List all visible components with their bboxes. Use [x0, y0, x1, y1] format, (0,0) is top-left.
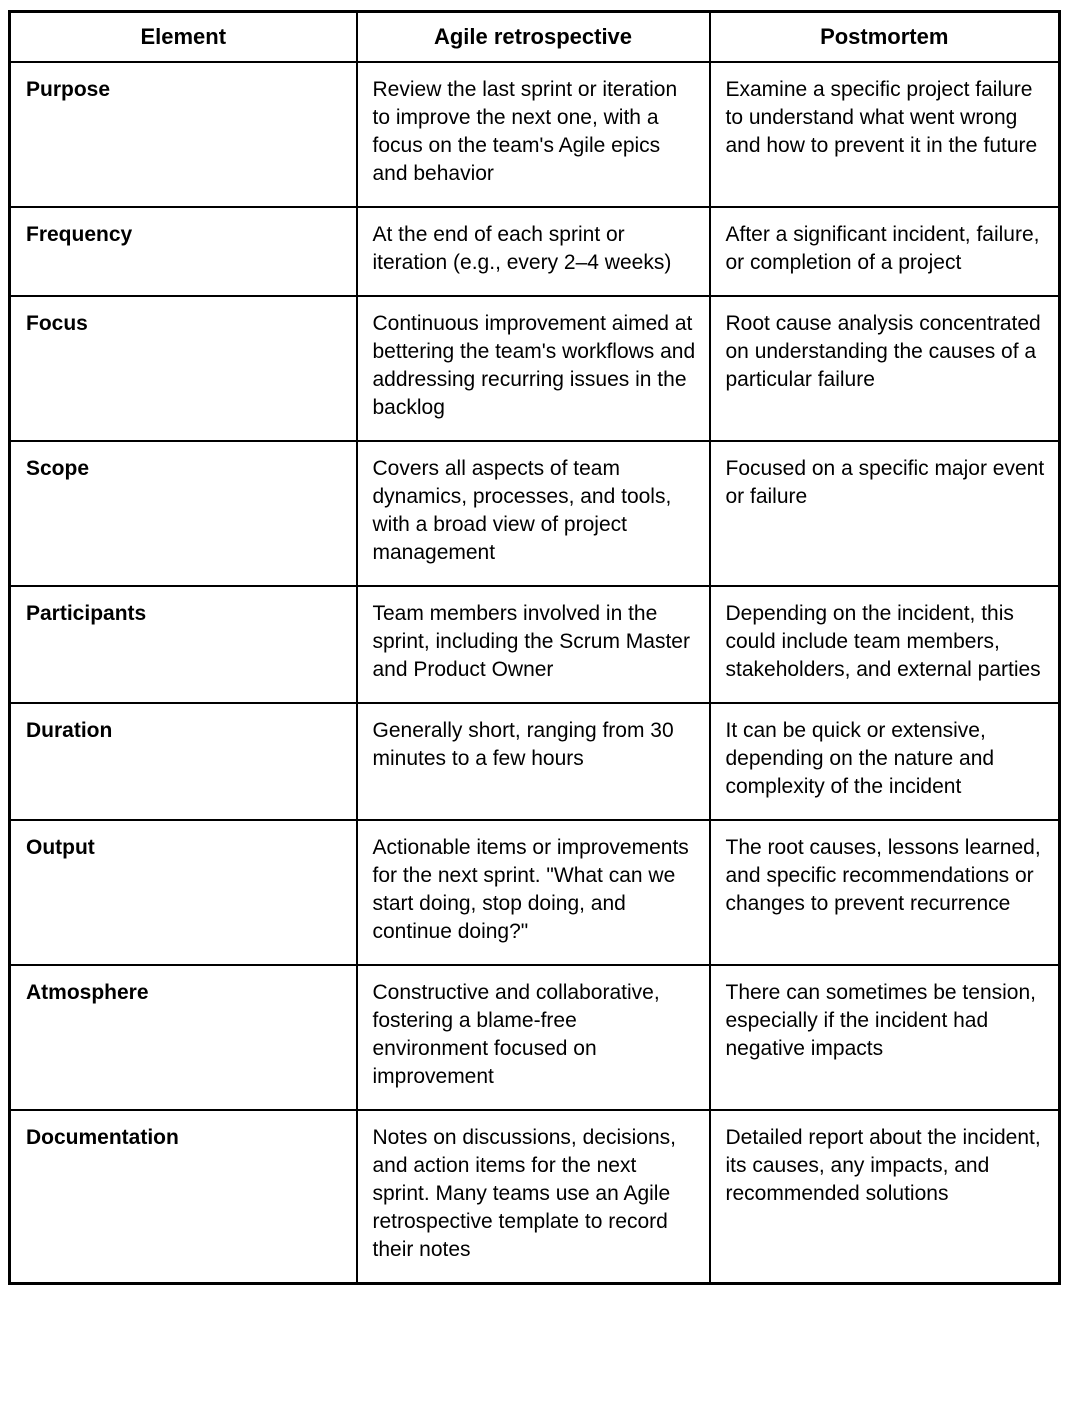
postmortem-cell-documentation: Detailed report about the incident, its causes, any impacts, and recommended solutions — [710, 1110, 1060, 1284]
agile-cell-focus: Continuous improvement aimed at bettering the team's workflows and addressing recurring issues in the backlog — [357, 296, 710, 441]
postmortem-cell-focus: Root cause analysis concentrated on understanding the causes of a particular failure — [710, 296, 1060, 441]
table-row — [10, 703, 1060, 820]
postmortem-cell-scope: Focused on a specific major event or failure — [710, 441, 1060, 586]
row-label-output: Output — [10, 820, 357, 965]
row-label-purpose: Purpose — [10, 62, 357, 207]
column-header-element: Element — [10, 12, 357, 63]
postmortem-cell-duration: It can be quick or extensive, depending on the nature and complexity of the incident — [710, 703, 1060, 820]
row-label-frequency: Frequency — [10, 207, 357, 296]
row-label-participants: Participants — [10, 586, 357, 703]
table-row — [10, 296, 1060, 441]
table-row — [10, 207, 1060, 296]
agile-cell-documentation: Notes on discussions, decisions, and action items for the next sprint. Many teams use an Agile retrospective template to record their notes — [357, 1110, 710, 1284]
postmortem-cell-output: The root causes, lessons learned, and specific recommendations or changes to prevent recurrence — [710, 820, 1060, 965]
agile-cell-atmosphere: Constructive and collaborative, fostering a blame-free environment focused on improvement — [357, 965, 710, 1110]
column-header-agile-retrospective: Agile retrospective — [357, 12, 710, 63]
table-row — [10, 62, 1060, 207]
row-label-scope: Scope — [10, 441, 357, 586]
agile-cell-duration: Generally short, ranging from 30 minutes to a few hours — [357, 703, 710, 820]
table-row — [10, 586, 1060, 703]
table-row — [10, 1110, 1060, 1284]
postmortem-cell-atmosphere: There can sometimes be tension, especially if the incident had negative impacts — [710, 965, 1060, 1110]
row-label-atmosphere: Atmosphere — [10, 965, 357, 1110]
table-header — [10, 12, 1060, 63]
postmortem-cell-purpose: Examine a specific project failure to understand what went wrong and how to prevent it in the future — [710, 62, 1060, 207]
agile-cell-frequency: At the end of each sprint or iteration (e.g., every 2–4 weeks) — [357, 207, 710, 296]
header-row — [10, 12, 1060, 63]
row-label-documentation: Documentation — [10, 1110, 357, 1284]
comparison-table — [8, 10, 1061, 1285]
table-row — [10, 965, 1060, 1110]
agile-cell-participants: Team members involved in the sprint, including the Scrum Master and Product Owner — [357, 586, 710, 703]
row-label-duration: Duration — [10, 703, 357, 820]
postmortem-cell-frequency: After a significant incident, failure, or completion of a project — [710, 207, 1060, 296]
column-header-postmortem: Postmortem — [710, 12, 1060, 63]
row-label-focus: Focus — [10, 296, 357, 441]
table-row — [10, 820, 1060, 965]
agile-cell-purpose: Review the last sprint or iteration to improve the next one, with a focus on the team's Agile epics and behavior — [357, 62, 710, 207]
agile-cell-output: Actionable items or improvements for the next sprint. "What can we start doing, stop doing, and continue doing?" — [357, 820, 710, 965]
table-row — [10, 441, 1060, 586]
agile-cell-scope: Covers all aspects of team dynamics, processes, and tools, with a broad view of project management — [357, 441, 710, 586]
postmortem-cell-participants: Depending on the incident, this could include team members, stakeholders, and external parties — [710, 586, 1060, 703]
table-body — [10, 62, 1060, 1284]
